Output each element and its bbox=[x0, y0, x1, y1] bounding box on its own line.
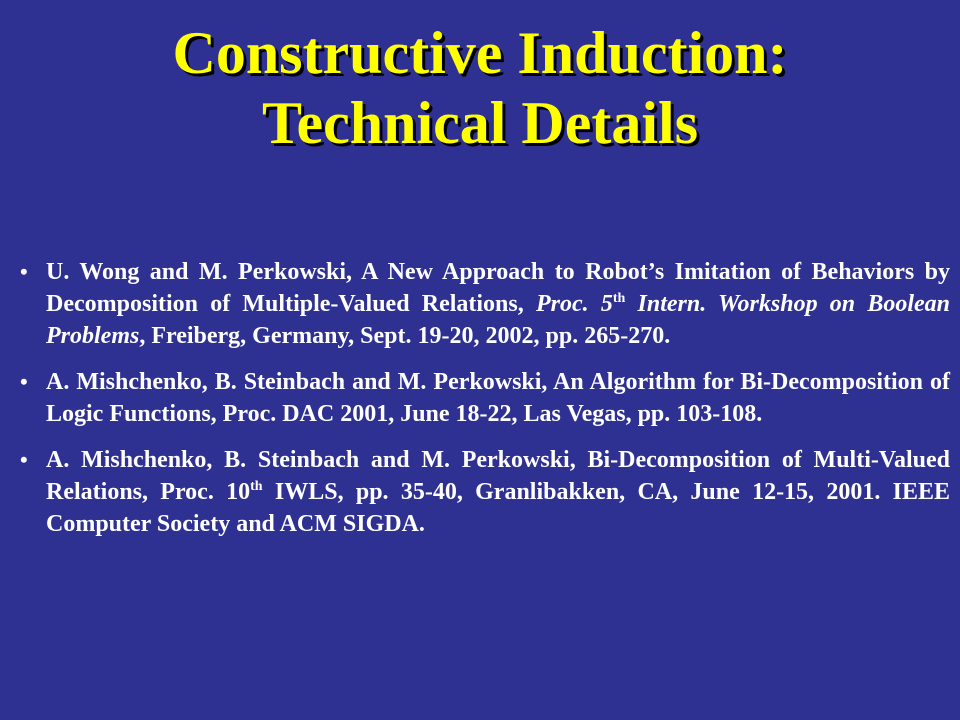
bullet-icon: • bbox=[20, 447, 28, 472]
bullet-icon: • bbox=[20, 369, 28, 394]
reference-list bbox=[20, 256, 950, 554]
reference-1-venue: Proc. 5 bbox=[535, 291, 613, 317]
title-line-1: Constructive Induction: bbox=[172, 20, 788, 86]
reference-1-venue-rest: Intern. Workshop on Boolean Problems bbox=[46, 291, 951, 349]
reference-2-text: A. Mishchenko, B. Steinbach and M. Perkowski, An Algorithm for Bi-Decomposition of Logic Functions, Proc. DAC 2001, June 18-22, Las Vegas, pp. 103-108. bbox=[46, 369, 950, 427]
reference-1-details: , Freiberg, Germany, Sept. 19-20, 2002, pp. 265-270. bbox=[139, 323, 671, 349]
bullet-icon: • bbox=[20, 259, 28, 284]
title-line-2: Technical Details bbox=[261, 90, 699, 156]
reference-item-3 bbox=[20, 444, 950, 540]
reference-3-ordinal: th bbox=[250, 479, 263, 494]
reference-3-text: A. Mishchenko, B. Steinbach and M. Perkowski, Bi-Decomposition of Multi-Valued Relations, Proc. 10 bbox=[46, 447, 950, 505]
reference-item-2 bbox=[20, 366, 950, 430]
reference-3-details: IWLS, pp. 35-40, Granlibakken, CA, June 12-15, 2001. IEEE Computer Society and ACM SIGDA. bbox=[46, 479, 951, 537]
reference-item-1 bbox=[20, 256, 950, 352]
reference-1-text: U. Wong and M. Perkowski, A New Approach to Robot’s Imitation of Behaviors by Decomposition of Multiple-Valued Relations, bbox=[46, 259, 950, 317]
slide-title bbox=[0, 18, 960, 158]
reference-1-ordinal: th bbox=[612, 291, 626, 306]
